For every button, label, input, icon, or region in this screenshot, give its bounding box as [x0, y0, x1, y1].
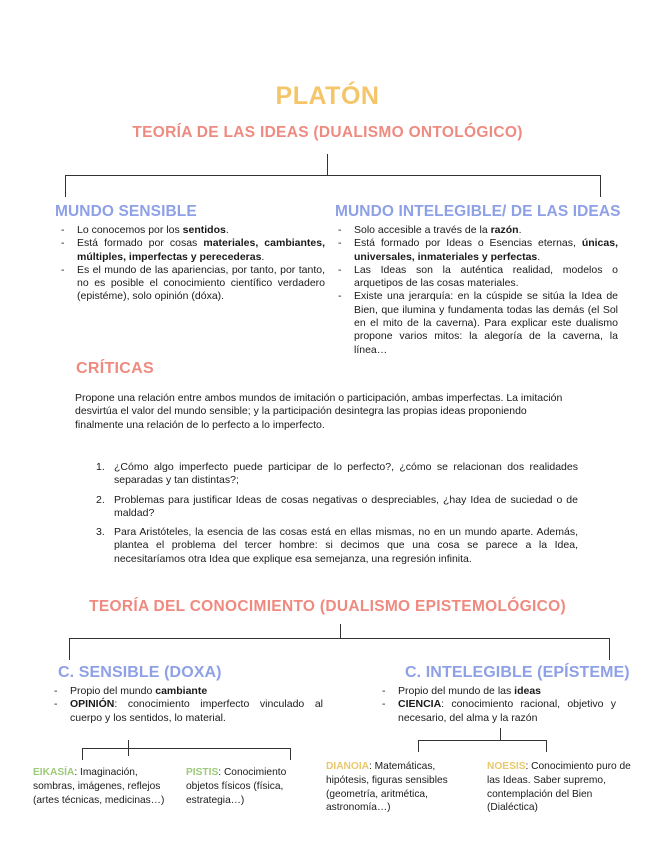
list-item: - Las Ideas son la auténtica realidad, modelos o arquetipos de las cosas materiales.: [332, 264, 618, 291]
list-item: 3. Para Aristóteles, la esencia de las cosas está en ellas mismas, no en un mundo aparte. Además, plantea el problema del tercer hombre: si decimos que una cosa se parece a la Idea, necesitaríamos otra Idea que explique esa semejanza, una regresión infinita.: [96, 526, 578, 565]
tree-stem: [340, 624, 341, 638]
pistis-note: PISTIS: Conocimiento objetos físicos (física, estrategia…): [186, 767, 287, 806]
tree-left-branch: [65, 175, 66, 197]
mundo-sensible-list: [55, 224, 325, 304]
tree-left-branch: [418, 740, 419, 752]
list-item: - Está formado por cosas materiales, cambiantes, múltiples, imperfectas y perecederas.: [55, 237, 325, 264]
page-title: PLATÓN: [275, 82, 380, 110]
tree-bar: [82, 748, 290, 749]
tree-bar: [418, 740, 546, 741]
tree-bar: [69, 638, 609, 639]
list-item: - OPINIÓN: conocimiento imperfecto vinculado al cuerpo y los sentidos, lo material.: [48, 698, 323, 725]
list-item: - Existe una jerarquía: en la cúspide se sitúa la Idea de Bien, que ilumina y fundamenta todas las demás (el Sol en el mito de la caverna). Para explicar este dualismo propone varios mitos: la alegoría de la caverna, la línea…: [332, 290, 618, 356]
mundo-inteligible-list: [332, 224, 618, 357]
noesis-note: NOESIS: Conocimiento puro de las Ideas. Saber supremo, contemplación del Bien (Dialéctica): [487, 761, 631, 814]
criticas-list: [90, 461, 578, 572]
tree-left-branch: [82, 748, 83, 760]
eikasia-note: EIKASÍA: Imaginación, sombras, imágenes, reflejos (artes técnicas, medicinas…): [33, 767, 165, 806]
list-item: - Es el mundo de las apariencias, por tanto, por tanto, no es posible el conocimiento científico verdadero (epistéme), solo opinión (dóxa).: [55, 264, 325, 304]
tree-stem: [500, 728, 501, 740]
criticas-heading: CRÍTICAS: [76, 360, 154, 377]
c-sensible-list: [48, 685, 323, 725]
c-inteligible-heading: C. INTELEGIBLE (EPÍSTEME): [405, 664, 630, 681]
tree-right-branch: [600, 175, 601, 197]
tree-right-branch: [290, 748, 291, 760]
tree-right-branch: [609, 638, 610, 660]
tree-stem: [327, 154, 328, 176]
list-item: - Está formado por Ideas o Esencias eternas, únicas, universales, inmateriales y perfectas.: [332, 237, 618, 264]
list-item: - Propio del mundo de las ideas: [376, 685, 616, 698]
list-item: 2. Problemas para justificar Ideas de cosas negativas o despreciables, ¿hay Idea de suciedad o de maldad?: [96, 493, 578, 519]
c-inteligible-list: [376, 685, 616, 725]
list-item: - Lo conocemos por los sentidos.: [55, 224, 325, 237]
list-item: - Solo accesible a través de la razón.: [332, 224, 618, 237]
list-item: - Propio del mundo cambiante: [48, 685, 323, 698]
mundo-sensible-heading: MUNDO SENSIBLE: [55, 203, 197, 220]
ideas-heading: TEORÍA DE LAS IDEAS (DUALISMO ONTOLÓGICO): [132, 124, 523, 141]
conocimiento-heading: TEORÍA DEL CONOCIMIENTO (DUALISMO EPISTEMOLÓGICO): [89, 598, 566, 615]
dianoia-note: DIANOIA: Matemáticas, hipótesis, figuras sensibles (geometría, aritmética, astronomía…): [326, 761, 448, 814]
mundo-inteligible-heading: MUNDO INTELEGIBLE/ DE LAS IDEAS: [335, 203, 621, 220]
c-sensible-heading: C. SENSIBLE (DOXA): [58, 664, 222, 681]
tree-right-branch: [546, 740, 547, 752]
criticas-intro: Propone una relación entre ambos mundos de imitación o participación, ambas imperfectas. La imitación desvirtúa el valor del mundo sensible; y la participación desintegra las propias ideas proponiendo finalmente una relación de lo perfecto a lo imperfecto.: [75, 392, 563, 431]
tree-bar: [65, 175, 600, 176]
tree-left-branch: [69, 638, 70, 660]
list-item: - CIENCIA: conocimiento racional, objetivo y necesario, del alma y la razón: [376, 698, 616, 725]
list-item: 1. ¿Cómo algo imperfecto puede participar de lo perfecto?, ¿cómo se relacionan dos realidades separadas y tan distintas?;: [96, 461, 578, 487]
